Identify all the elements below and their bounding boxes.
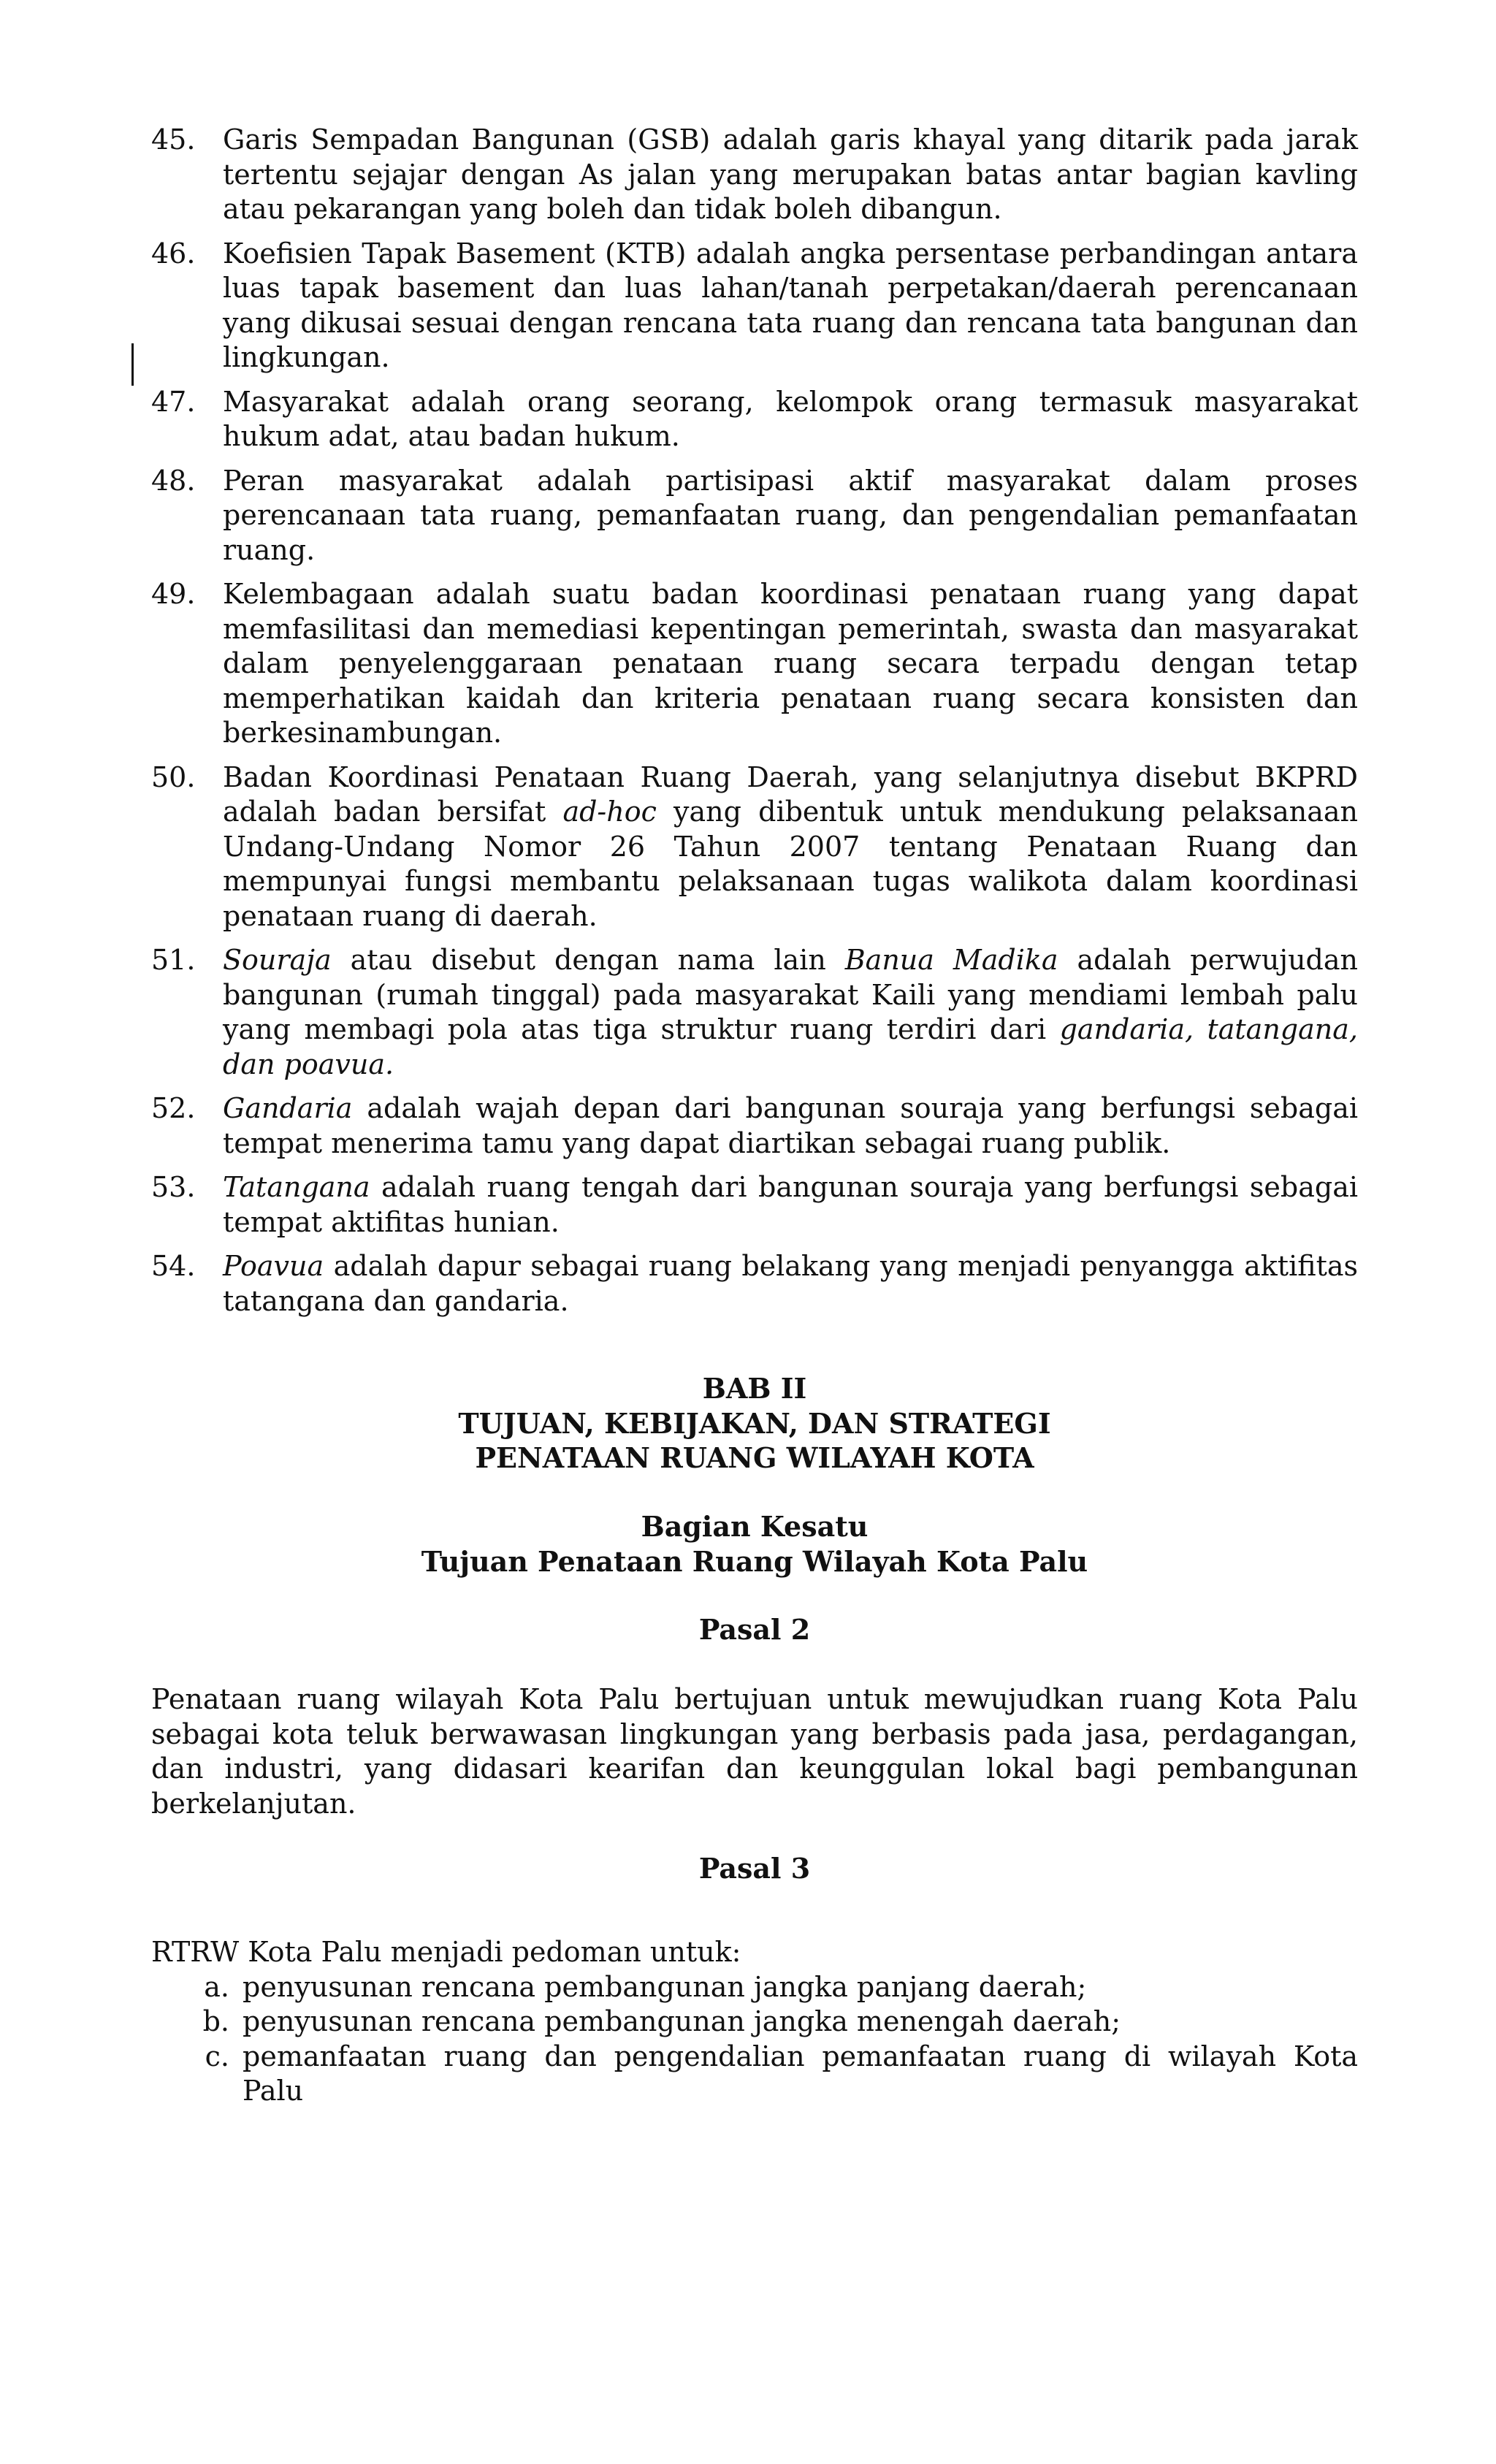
pasal-3-lead: RTRW Kota Palu menjadi pedoman untuk: — [151, 1936, 741, 1968]
definition-text-part: Koefisien Tapak Basement (KTB) adalah angka persentase perbandingan antara luas tapak basement dan luas lahan/tanah perpetakan/daerah perencanaan yang dikusai sesuai dengan rencana tata ruang dan rencana tata bangunan dan lingkungan. — [223, 237, 1358, 373]
definition-number: 54. — [151, 1250, 196, 1282]
definition-text-italic: Banua Madika — [844, 944, 1058, 976]
definition-text-part: adalah perwujudan bangunan (rumah tinggal) pada masyarakat Kaili yang mendiami lembah palu yang membagi pola atas tiga struktur ruang terdiri dari — [223, 944, 1358, 1045]
definition-item — [151, 577, 1358, 751]
definition-item — [151, 1170, 1358, 1240]
list-item-text: penyusunan rencana pembangunan jangka menengah daerah; — [243, 2005, 1121, 2037]
definition-text-italic: Souraja — [223, 944, 332, 976]
pasal-3-heading: Pasal 3 — [698, 1852, 811, 1885]
chapter-heading — [151, 1371, 1358, 1476]
section-heading — [151, 1509, 1358, 1579]
definition-text-part: adalah ruang tengah dari bangunan souraja yang berfungsi sebagai tempat aktifitas hunian. — [223, 1171, 1358, 1238]
definition-text — [223, 1091, 1358, 1161]
definition-text-part: adalah wajah depan dari bangunan souraja yang berfungsi sebagai tempat menerima tamu yang dapat diartikan sebagai ruang publik. — [223, 1092, 1358, 1159]
section-label: Bagian Kesatu — [641, 1510, 869, 1543]
definition-text — [223, 385, 1358, 454]
definition-item — [151, 1249, 1358, 1319]
definition-text — [223, 577, 1358, 751]
list-item — [151, 1970, 1358, 2005]
definition-item — [151, 237, 1358, 375]
revision-change-bar — [131, 343, 134, 386]
pasal-2-text — [151, 1682, 1358, 1821]
list-item-letter: a. — [204, 1970, 229, 2003]
definition-number: 48. — [151, 464, 196, 497]
list-item — [151, 2005, 1358, 2040]
definition-text — [223, 1170, 1358, 1240]
definition-number: 45. — [151, 123, 196, 156]
list-item-letter: c. — [205, 2040, 229, 2072]
definition-number: 52. — [151, 1092, 196, 1124]
list-item-letter: b. — [202, 2005, 229, 2037]
definition-text-italic: Gandaria — [223, 1092, 353, 1124]
definition-text-part: Garis Sempadan Bangunan (GSB) adalah garis khayal yang ditarik pada jarak tertentu sejajar dengan As jalan yang merupakan batas antar bagian kavling atau pekarangan yang boleh dan tidak boleh dibangun. — [223, 123, 1358, 225]
definition-text-part: Masyarakat adalah orang seorang, kelompok orang termasuk masyarakat hukum adat, atau badan hukum. — [223, 385, 1358, 452]
definition-item — [151, 385, 1358, 454]
definition-text-part: yang dibentuk untuk mendukung pelaksanaan Undang-Undang Nomor 26 Tahun 2007 tentang Penataan Ruang dan mempunyai fungsi membantu pelaksanaan tugas walikota dalam koordinasi penataan ruang di daerah. — [223, 796, 1358, 932]
chapter-number: BAB II — [702, 1372, 807, 1405]
definition-text-part: Kelembagaan adalah suatu badan koordinasi penataan ruang yang dapat memfasilitasi dan memediasi kepentingan pemerintah, swasta dan masyarakat dalam penyelenggaraan penataan ruang secara terpadu dengan tetap memperhatikan kaidah dan kriteria penataan ruang secara konsisten dan berkesinambungan. — [223, 578, 1358, 749]
pasal-2-heading: Pasal 2 — [698, 1613, 811, 1646]
definition-text-part: Badan Koordinasi Penataan Ruang Daerah, yang selanjutnya disebut BKPRD adalah badan bersifat — [223, 760, 1358, 828]
definition-item — [151, 464, 1358, 568]
definition-number: 53. — [151, 1171, 196, 1203]
definition-text-italic: gandaria, tatangana, dan poavua. — [223, 1013, 1358, 1080]
definition-text-part: adalah dapur sebagai ruang belakang yang menjadi penyangga aktifitas tatangana dan gandaria. — [223, 1250, 1358, 1317]
definition-item — [151, 760, 1358, 934]
definition-text — [223, 1249, 1358, 1319]
definition-text — [223, 760, 1358, 934]
definition-number: 47. — [151, 385, 196, 418]
pasal-3-list — [151, 1935, 1358, 2109]
definition-text — [223, 943, 1358, 1082]
list-item — [151, 2040, 1358, 2109]
pasal-2-paragraph: Penataan ruang wilayah Kota Palu bertujuan untuk mewujudkan ruang Kota Palu sebagai kota teluk berwawasan lingkungan yang berbasis pada jasa, perdagangan, dan industri, yang didasari kearifan dan keunggulan lokal bagi pembangunan berkelanjutan. — [151, 1683, 1358, 1820]
definition-number: 46. — [151, 237, 196, 270]
list-item-text: penyusunan rencana pembangunan jangka panjang daerah; — [243, 1970, 1087, 2003]
definition-item — [151, 1091, 1358, 1161]
definition-number: 49. — [151, 578, 196, 610]
definition-text-italic: Poavua — [223, 1250, 324, 1282]
definition-text-italic: ad-hoc — [562, 796, 657, 828]
definition-text-part: atau disebut dengan nama lain — [331, 944, 845, 976]
list-item-text: pemanfaatan ruang dan pengendalian pemanfaatan ruang di wilayah Kota Palu — [243, 2040, 1358, 2107]
definition-number: 50. — [151, 760, 196, 793]
definition-item — [151, 943, 1358, 1082]
chapter-title-line-2: PENATAAN RUANG WILAYAH KOTA — [475, 1441, 1034, 1474]
definition-number: 51. — [151, 944, 196, 976]
section-title: Tujuan Penataan Ruang Wilayah Kota Palu — [421, 1544, 1088, 1578]
definition-text-part: Peran masyarakat adalah partisipasi aktif masyarakat dalam proses perencanaan tata ruang, pemanfaatan ruang, dan pengendalian pemanfaatan ruang. — [223, 464, 1358, 566]
definition-text — [223, 464, 1358, 568]
definition-text-italic: Tatangana — [223, 1171, 370, 1203]
definition-text — [223, 123, 1358, 227]
definition-item — [151, 123, 1358, 227]
definition-text — [223, 237, 1358, 375]
definitions-list — [151, 123, 1358, 1328]
chapter-title-line-1: TUJUAN, KEBIJAKAN, DAN STRATEGI — [458, 1406, 1051, 1440]
